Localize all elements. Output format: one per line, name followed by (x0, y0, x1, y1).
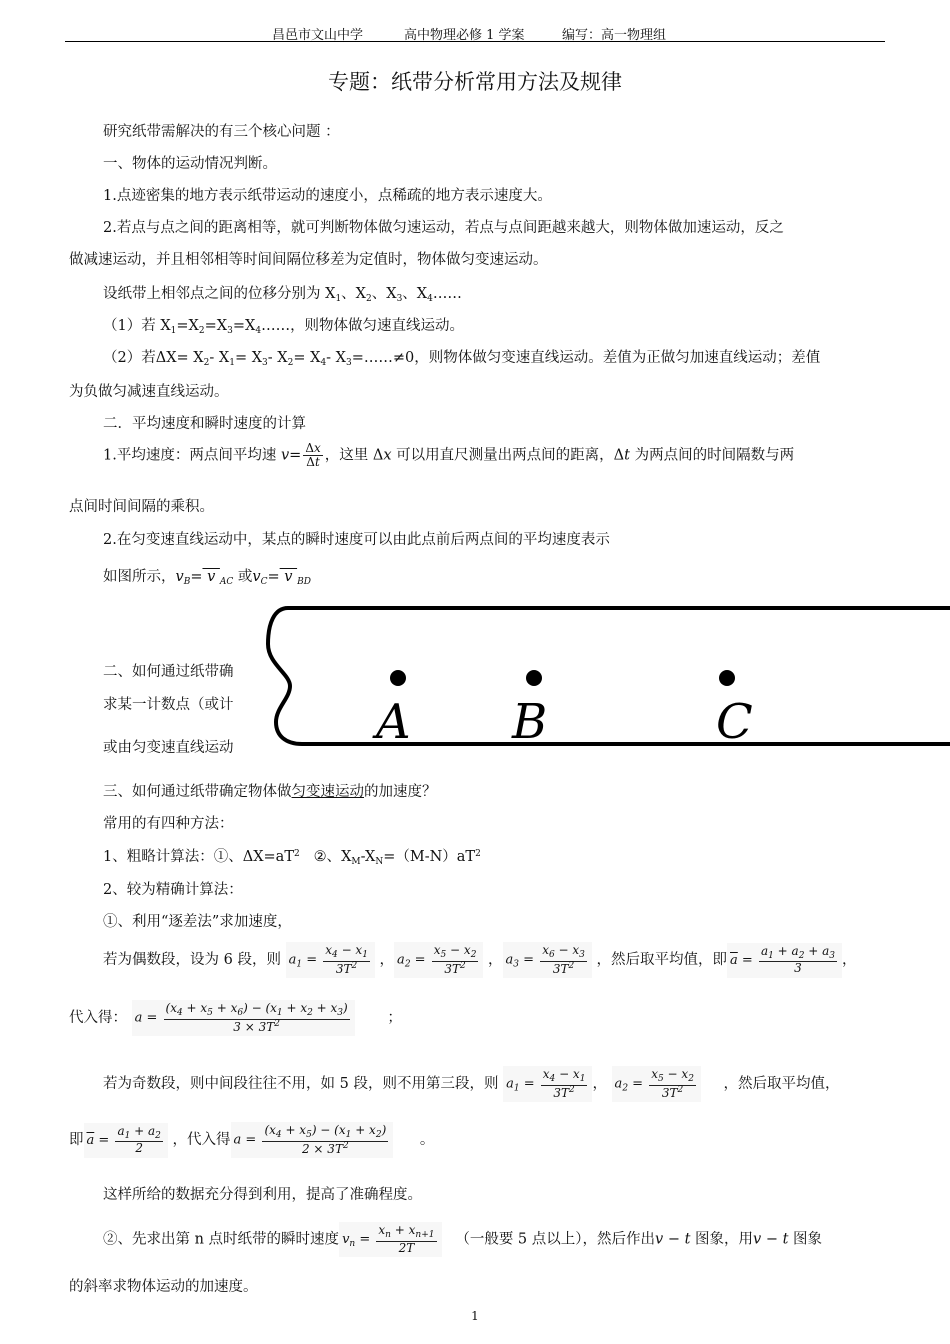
formula-avg-odd: $\overline{a}$ = $\frac{a_1 + a_2}{2}$ (84, 1123, 168, 1158)
para-1: 1.点迹密集的地方表示纸带运动的速度小，点稀疏的地方表示速度大。 (103, 188, 552, 204)
para-16: 即 $\overline{a}$ = $\frac{a_1 + a_2}{2}$ ，代入得 a = $\frac{(x_4 + x_5) - (x_1 + x_2)}{2 \times 3T^2}$ 。 (69, 1122, 434, 1158)
para-9: 常用的有四种方法： (103, 816, 234, 832)
para-5c: 为负做匀减速直线运动。 (69, 384, 229, 400)
para-3: 设纸带上相邻点之间的位移分别为 $X_1$、$X_2$、$X_3$、$X_4\dots\dots$ (103, 286, 462, 304)
header-school: 昌邑市文山中学 (272, 28, 364, 43)
formula-avg-even: $\overline{a}$ = $\frac{a_1 + a_2 + a_3}{3}$ (727, 943, 842, 978)
para-6: 1.平均速度：两点间平均速 v= $\frac{\Delta x}{\Delta t}$ ，这里 Δx 可以用直尺测量出两点间的距离，Δt 为两点间的时间隔数与两 (103, 441, 795, 470)
tape-label-b: B (512, 694, 548, 746)
formula-vn: $v_n$ = $\frac{x_n + x_{n+1}}{2T}$ (339, 1222, 441, 1257)
tape-dot-c (719, 670, 735, 686)
para-14: 代入得： a = $\frac{(x_4 + x_5 + x_6) - (x_1 + x_2 + x_3)}{3 \times 3T^2}$ ； (69, 1000, 402, 1036)
tape-dot-b (526, 670, 542, 686)
para-5: （2）若$\Delta X= X_2-$ $X_1= X_3-$ $X_2= X_4-$ $X_3=\dots\dots\ne 0$，则物体做匀变速直线运动。差值为正做匀加速直线运动；差值 (103, 350, 821, 368)
para-4: （1）若 $X_1=X_2=X_3=X_4\dots\dots$，则物体做匀速直线运动。 (103, 318, 465, 336)
para-12: ①、利用“逐差法”求加速度， (103, 914, 292, 930)
header-rule (65, 41, 885, 42)
para-7: 2.在匀变速直线运动中，某点的瞬时速度可以由此点前后两点间的平均速度表示 (103, 532, 610, 548)
question-2-partial: 求某一计数点（或计 (103, 697, 234, 713)
para-11: 2、较为精确计算法： (103, 882, 243, 898)
page-title: 专题：纸带分析常用方法及规律 (328, 70, 622, 94)
tape-figure (260, 604, 950, 746)
formula-a2-odd: $a_2$ = $\frac{x_5 - x_2}{3T^2}$ (612, 1066, 701, 1102)
para-13: 若为偶数段，设为 6 段，则 $a_1$ = $\frac{x_4 - x_1}{3T^2}$ ， $a_2$ = $\frac{x_5 - x_2}{3T^2}$ ， $a_3$ = $\frac{x_6 - x_3}{3T^2}$ ，然后取平均值，即 $\overline{a}$ = $\frac{a_1 + a_2 + a_3}{3}$ ， (103, 942, 857, 978)
para-15: 若为奇数段，则中间段往往不用，如 5 段，则不用第三段，则 $a_1$ = $\frac{x_4 - x_1}{3T^2}$ ， $a_2$ = $\frac{x_5 - x_2}{3T^2}$ ，然后取平均值， (103, 1066, 840, 1102)
para-18: ②、先求出第 n 点时纸带的瞬时速度 $v_n$ = $\frac{x_n + x_{n+1}}{2T}$ （一般要 5 点以上），然后作出v − t 图象，用v − t 图象 (103, 1222, 822, 1257)
tape-figure-svg (260, 604, 950, 746)
header-course: 高中物理必修 1 学案 (404, 28, 525, 43)
section-2-heading: 二．平均速度和瞬时速度的计算 (103, 416, 306, 432)
para-6e: 点间时间间隔的乘积。 (69, 499, 214, 515)
para-8: 如图所示，$v_B= v$ $_{AC}$ 或$v_C= v$ $_{BD}$ (103, 569, 311, 587)
formula-a3: $a_3$ = $\frac{x_6 - x_3}{3T^2}$ (503, 942, 592, 978)
tape-label-a: A (376, 694, 411, 746)
para-19: 的斜率求物体运动的加速度。 (69, 1279, 258, 1295)
para-10: 1、粗略计算法：①、$\Delta X=aT^2$ ②、$X_M-X_N=(M-N)aT^2$ (103, 849, 481, 867)
question-3-partial: 或由匀变速直线运动 (103, 740, 234, 756)
formula-a-odd: a = $\frac{(x_4 + x_5) - (x_1 + x_2)}{2 \times 3T^2}$ (231, 1122, 394, 1158)
formula-a1: $a_1$ = $\frac{x_4 - x_1}{3T^2}$ (286, 942, 375, 978)
formula-a1-odd: $a_1$ = $\frac{x_4 - x_1}{3T^2}$ (503, 1066, 592, 1102)
para-17: 这样所给的数据充分得到利用，提高了准确程度。 (103, 1187, 422, 1203)
tape-dot-a (390, 670, 406, 686)
para-2b: 做减速运动，并且相邻相等时间间隔位移差为定值时，物体做匀变速运动。 (69, 252, 548, 268)
section-3-heading: 三、如何通过纸带确定物体做匀变速运动的加速度？ (103, 784, 437, 800)
question-1-partial: 二、如何通过纸带确 (103, 664, 234, 680)
para-2a: 2.若点与点之间的距离相等，就可判断物体做匀速运动，若点与点间距越来越大，则物体做加速运动，反之 (103, 220, 784, 236)
header-author: 编写：高一物理组 (562, 28, 667, 43)
section-1-heading: 一、物体的运动情况判断。 (103, 156, 277, 172)
formula-a-even: a = $\frac{(x_4 + x_5 + x_6) - (x_1 + x_2 + x_3)}{3 \times 3T^2}$ (132, 1000, 355, 1036)
formula-a2: $a_2$ = $\frac{x_5 - x_2}{3T^2}$ (394, 942, 483, 978)
tape-label-c: C (716, 694, 753, 746)
tape-outline (268, 608, 950, 744)
page-number: 1 (471, 1309, 479, 1323)
intro: 研究纸带需解决的有三个核心问题 ： (103, 124, 340, 140)
